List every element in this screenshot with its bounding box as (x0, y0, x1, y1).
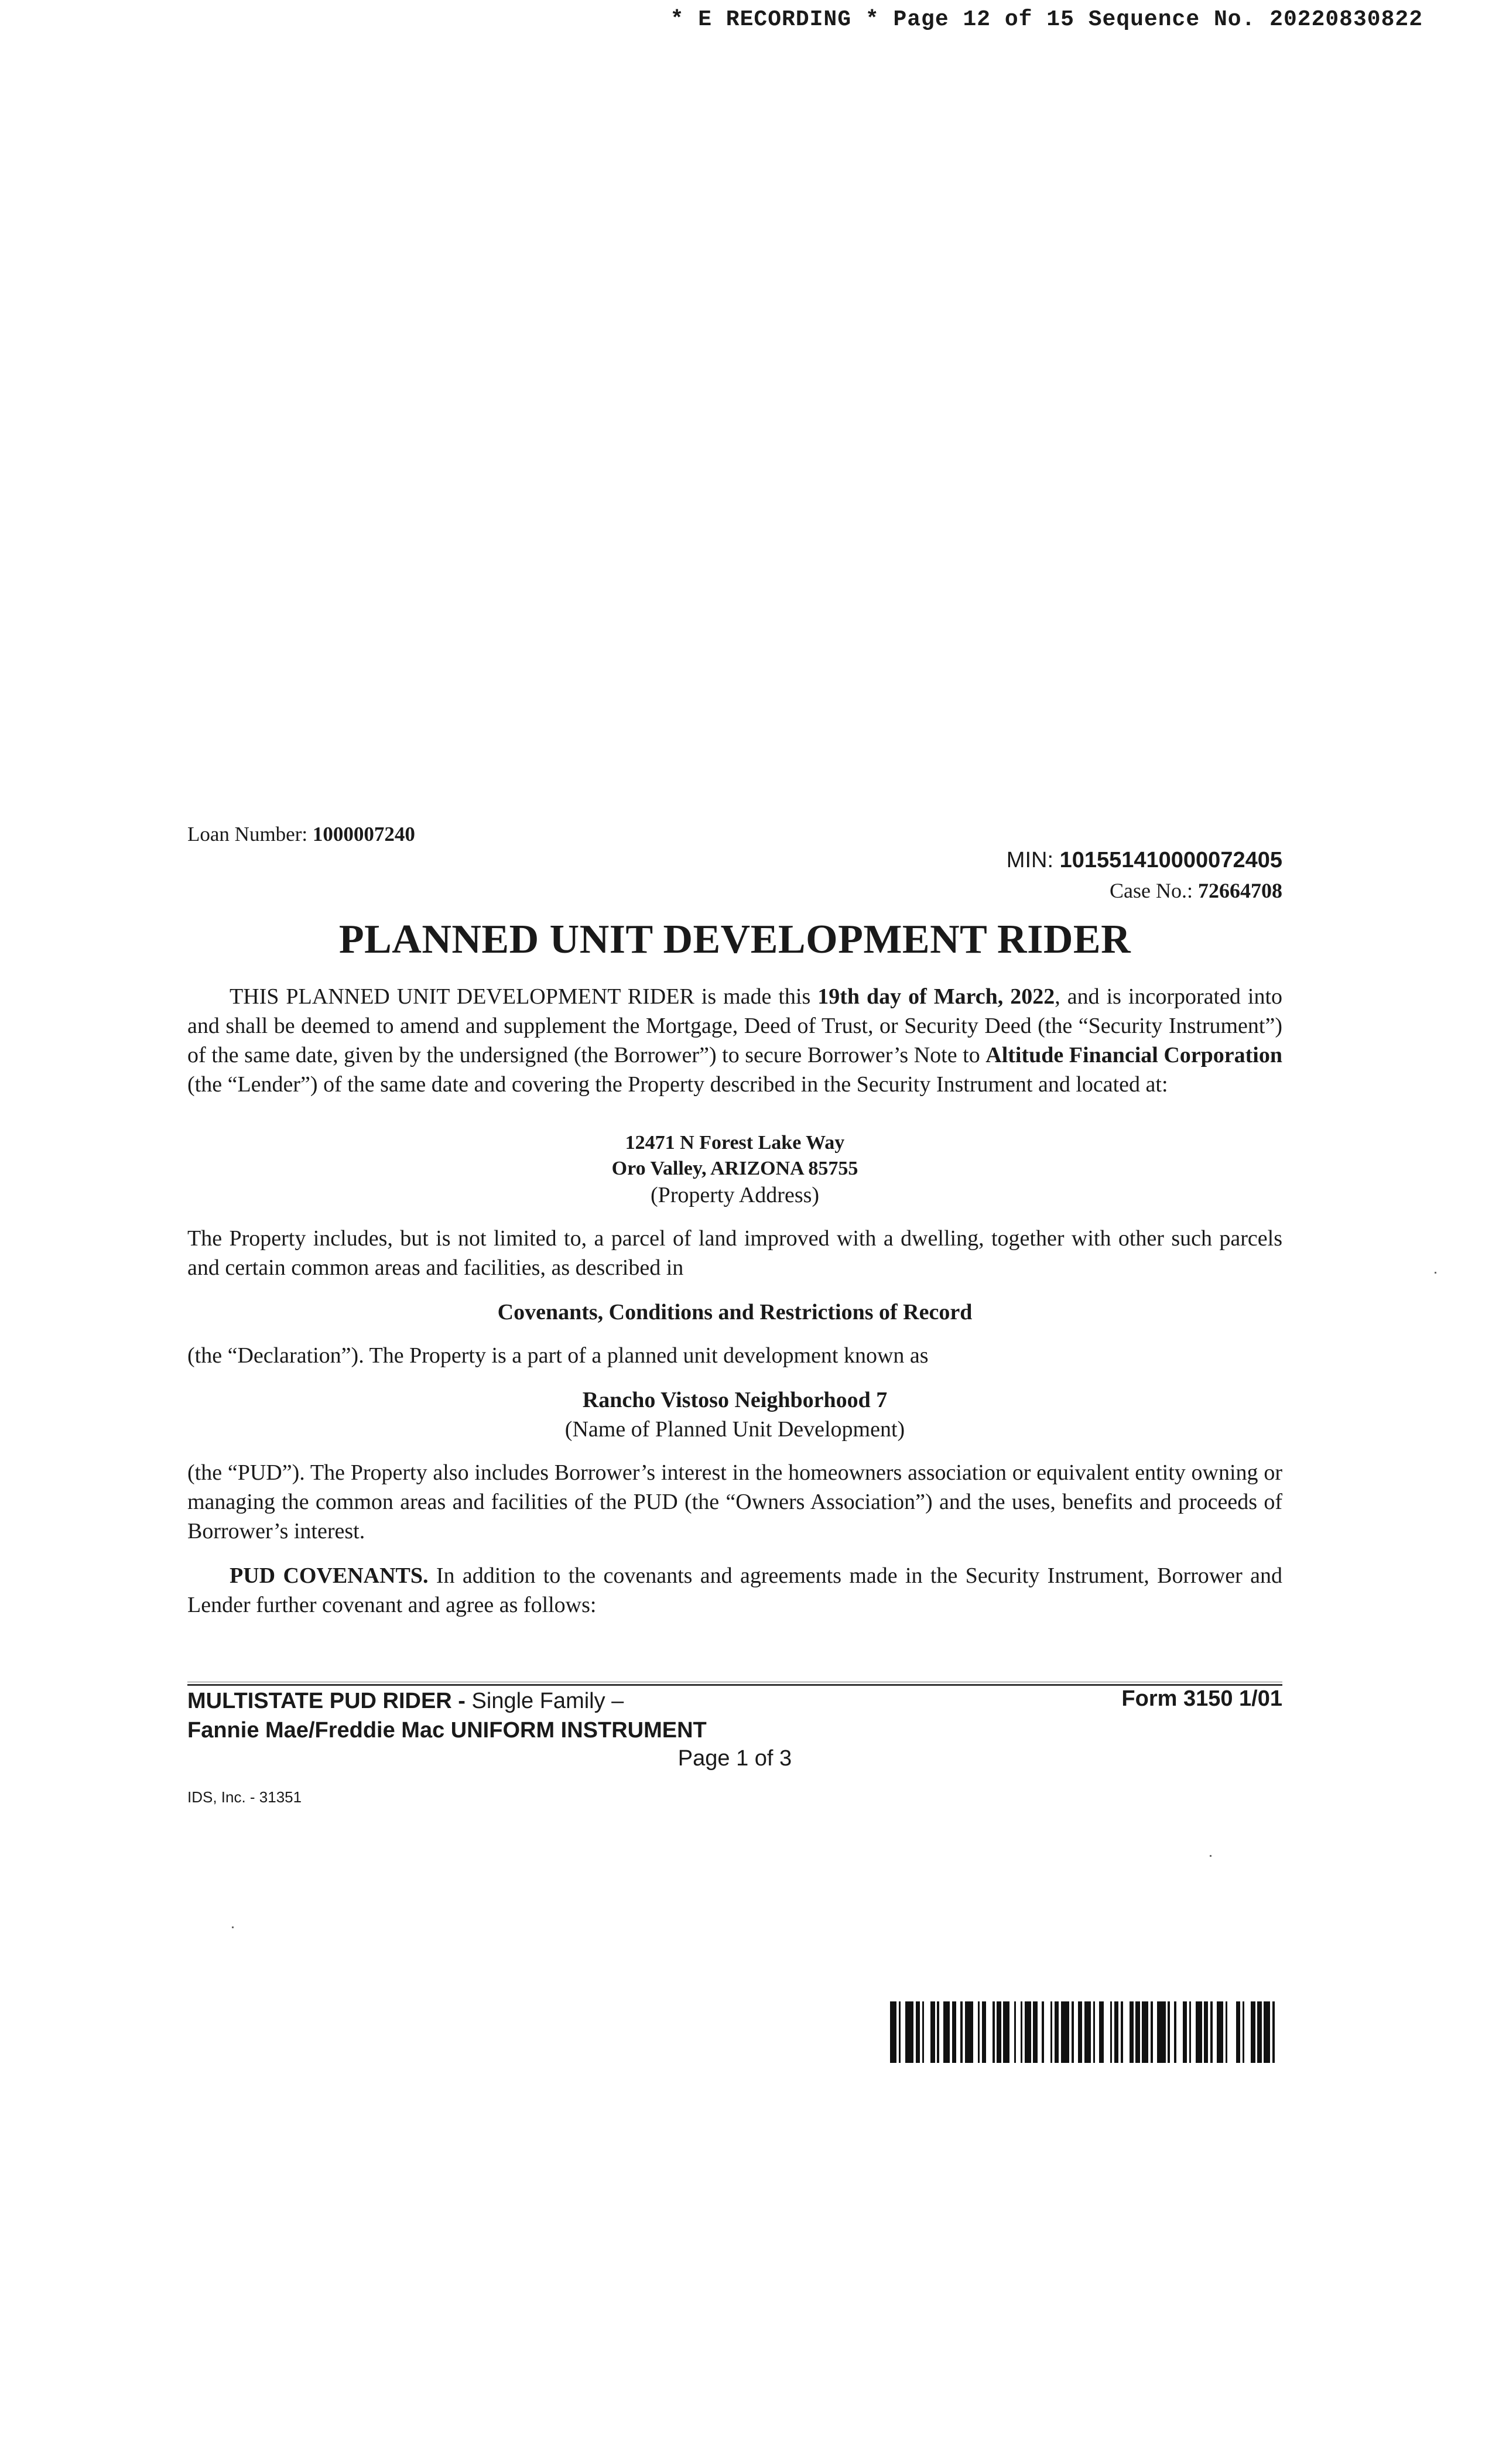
recording-header: * E RECORDING * Page 12 of 15 Sequence No. 20220830822 (670, 7, 1423, 32)
barcode-bar (1157, 2001, 1166, 2063)
footer-line-1: MULTISTATE PUD RIDER - Single Family – (187, 1689, 624, 1713)
intro-paragraph (187, 982, 1282, 1099)
barcode-bar (1084, 2001, 1091, 2063)
barcode-bar (952, 2001, 956, 2063)
footer-form-description (187, 1686, 707, 1745)
barcode-space (939, 2001, 943, 2063)
barcode-bar (1099, 2001, 1103, 2063)
barcode-space (901, 2001, 905, 2063)
min-value: 101551410000072405 (1059, 848, 1282, 872)
barcode-bar (997, 2001, 1001, 2063)
property-address-caption: (Property Address) (650, 1183, 820, 1207)
barcode-bar (965, 2001, 974, 2063)
barcode-space (1170, 2001, 1174, 2063)
loan-number-label: Loan Number: (187, 823, 308, 846)
barcode-bar (1236, 2001, 1240, 2063)
barcode-bar (1078, 2001, 1082, 2063)
loan-number-value: 1000007240 (312, 823, 415, 846)
barcode-space (1227, 2001, 1236, 2063)
barcode-bar (1251, 2001, 1255, 2063)
pud-covenants-paragraph (187, 1561, 1282, 1620)
loan-number (187, 823, 415, 846)
declaration-text: (the “Declaration”). The Property is a part of a planned unit development known as (187, 1343, 929, 1368)
property-address (187, 1130, 1282, 1182)
barcode-bar (1264, 2001, 1270, 2063)
pud-covenants-text: In addition to the covenants and agreements made in the Security Instrument, Borrower and Lender further covenant and agree as follows: (187, 1563, 1282, 1617)
form-number: Form 3150 1/01 (1121, 1686, 1282, 1711)
barcode-bar (1217, 2001, 1223, 2063)
scan-speck (1210, 1855, 1211, 1857)
barcode-bar (916, 2001, 920, 2063)
lender-name: Altitude Financial Corporation (985, 1043, 1283, 1067)
footer-rule (187, 1684, 1282, 1686)
min-label: MIN: (1006, 848, 1054, 872)
address-line-1: 12471 N Forest Lake Way (625, 1132, 845, 1154)
barcode (890, 2001, 1279, 2063)
barcode-bar (1130, 2001, 1134, 2063)
pud-name-caption: (Name of Planned Unit Development) (564, 1417, 905, 1442)
barcode-bar (1135, 2001, 1139, 2063)
barcode-bar (1061, 2001, 1070, 2063)
barcode-bar (1196, 2001, 1202, 2063)
scan-speck (1435, 1272, 1436, 1274)
barcode-space (1038, 2001, 1042, 2063)
scan-speck (232, 1926, 234, 1928)
case-number (1110, 878, 1282, 903)
barcode-bar (890, 2001, 896, 2063)
barcode-space (1044, 2001, 1050, 2063)
pud-paragraph: (the “PUD”). The Property also includes Borrower’s interest in the homeowners association or equivalent entity owning or managing the common areas and facilities of the PUD (the “Owners Association”) and the uses, benefits and proceeds of Borrower’s interest. (187, 1460, 1282, 1544)
barcode-space (1244, 2001, 1251, 2063)
barcode-space (956, 2001, 960, 2063)
barcode-bar (1114, 2001, 1118, 2063)
barcode-space (1275, 2001, 1279, 2063)
case-label: Case No.: (1110, 879, 1193, 902)
covenants-heading: Covenants, Conditions and Restrictions of Record (497, 1300, 973, 1325)
barcode-bar (905, 2001, 914, 2063)
barcode-bar (982, 2001, 986, 2063)
barcode-space (1191, 2001, 1195, 2063)
barcode-space (986, 2001, 993, 2063)
intro-text-1: THIS PLANNED UNIT DEVELOPMENT RIDER is made this (230, 984, 811, 1009)
rider-date: 19th day of March, 2022 (817, 984, 1055, 1009)
barcode-bar (930, 2001, 935, 2063)
address-line-2: Oro Valley, ARIZONA 85755 (611, 1158, 858, 1179)
page-number: Page 1 of 3 (677, 1746, 792, 1771)
barcode-bar (1033, 2001, 1037, 2063)
barcode-space (1009, 2001, 1014, 2063)
barcode-bar (1142, 2001, 1148, 2063)
barcode-bar (1003, 2001, 1009, 2063)
barcode-space (1153, 2001, 1157, 2063)
barcode-space (924, 2001, 930, 2063)
barcode-space (1123, 2001, 1130, 2063)
barcode-bar (1204, 2001, 1208, 2063)
ids-code: IDS, Inc. - 31351 (187, 1788, 302, 1806)
document-title: PLANNED UNIT DEVELOPMENT RIDER (338, 917, 1131, 962)
barcode-bar (1025, 2001, 1031, 2063)
barcode-bar (1183, 2001, 1187, 2063)
barcode-space (1074, 2001, 1078, 2063)
barcode-bar (943, 2001, 950, 2063)
pud-name: Rancho Vistoso Neighborhood 7 (582, 1388, 888, 1412)
intro-text-3: (the “Lender”) of the same date and covering the Property described in the Security Instrument and located at: (187, 1072, 1168, 1097)
barcode-bar (1055, 2001, 1059, 2063)
barcode-space (973, 2001, 977, 2063)
barcode-space (1213, 2001, 1217, 2063)
barcode-bar (1257, 2001, 1261, 2063)
min-number (1007, 848, 1282, 873)
footer-line-2: Fannie Mae/Freddie Mac UNIFORM INSTRUMENT (187, 1718, 707, 1743)
case-value: 72664708 (1198, 879, 1282, 902)
barcode-space (1016, 2001, 1020, 2063)
barcode-space (1176, 2001, 1183, 2063)
barcode-space (1104, 2001, 1110, 2063)
pud-covenants-lead: PUD COVENANTS. (230, 1563, 429, 1588)
barcode-space (1095, 2001, 1099, 2063)
property-paragraph: The Property includes, but is not limited to, a parcel of land improved with a dwelling, together with other such parcels and certain common areas and facilities, as described in (187, 1226, 1282, 1280)
intro-text-2: , and is incorporated into and shall be deemed to amend and supplement the Mortgage, Deed of Trust, or Security Deed (the “Security Instrument”) of the same date, given by the undersigned (the Borrower”) to secure Borrower’s Note to (187, 984, 1283, 1067)
